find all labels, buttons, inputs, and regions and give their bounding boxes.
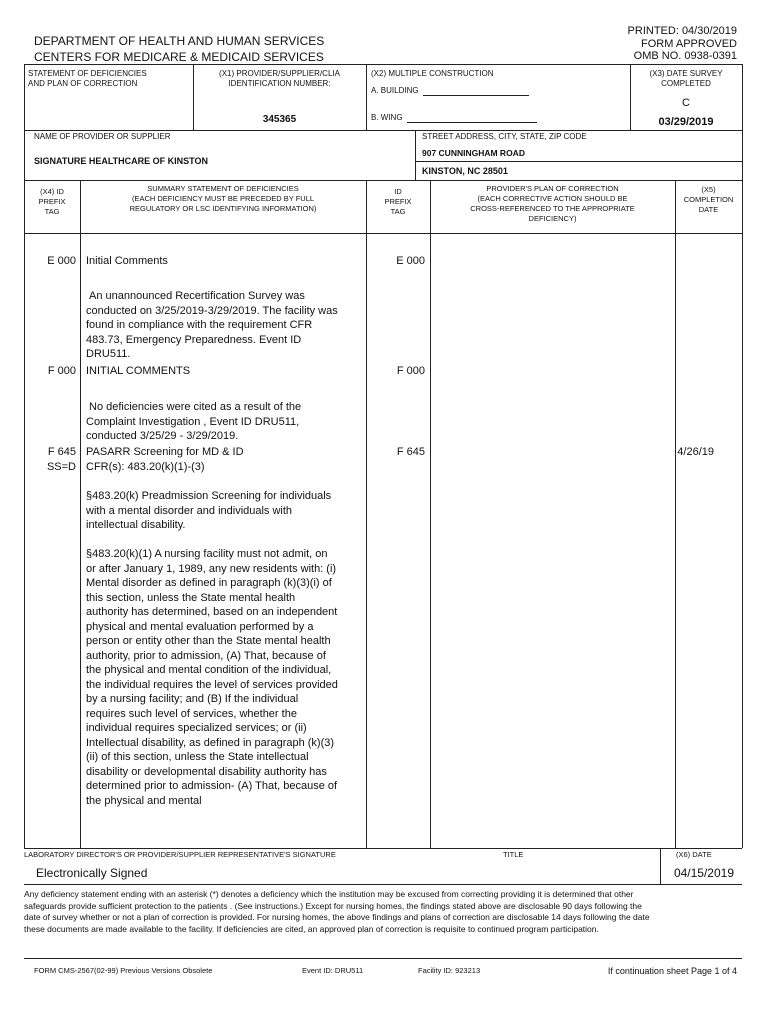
signature-value: Electronically Signed [36,866,148,880]
statement-label: STATEMENT OF DEFICIENCIES AND PLAN OF CORRECTION [28,69,147,88]
x1-label: (X1) PROVIDER/SUPPLIER/CLIA IDENTIFICATION NUMBER: [219,69,340,88]
rule [366,64,367,130]
e000-tag: E 000 [47,255,76,267]
rule [24,64,742,65]
f000-tag: F 000 [47,365,76,377]
provider-name-label: NAME OF PROVIDER OR SUPPLIER [34,132,171,141]
f000-right-tag: F 000 [396,365,425,377]
x5-header: (X5) COMPLETION DATE [683,185,734,214]
city-state-zip: KINSTON, NC 28501 [422,166,508,176]
x4-header: (X4) ID PREFIX TAG [38,187,66,216]
x3-label: (X3) DATE SURVEY COMPLETED [649,69,723,88]
rule [24,848,742,849]
rule [80,180,81,848]
survey-code: C [682,97,690,109]
rule [24,130,742,131]
wing-blank [407,122,537,123]
omb-number: OMB NO. 0938-0391 [633,50,737,62]
f645-tag: F 645 [47,446,76,458]
event-id: Event ID: DRU511 [302,966,364,975]
printed-date: PRINTED: 04/30/2019 [627,25,737,37]
f000-text: No deficiencies were cited as a result of the Complaint Investigation , Event ID DRU511, conducted 3/25/29 - 3/29/2019. [86,401,302,442]
agency-name: CENTERS FOR MEDICARE & MEDICAID SERVICES [34,50,324,64]
f645-cfr: CFR(s): 483.20(k)(1)-(3) [86,461,205,473]
plan-header: PROVIDER'S PLAN OF CORRECTION (EACH CORRECTIVE ACTION SHOULD BE CROSS-REFERENCED TO THE APPROPRIATE DEFICIENCY) [470,184,635,223]
f645-scope-severity: SS=D [46,461,76,473]
form-approved: FORM APPROVED [641,38,737,50]
rule [24,180,742,181]
signature-date: 04/15/2019 [673,866,734,880]
f645-completion-date: 4/26/19 [677,446,714,458]
wing-label: B. WING [371,113,403,122]
f000-title: INITIAL COMMENTS [86,365,191,377]
signature-date-label: (X6) DATE [676,850,712,859]
title-label: TITLE [503,850,524,859]
page-indicator: If continuation sheet Page 1 of 4 [607,966,737,976]
survey-date: 03/29/2019 [658,116,714,128]
f645-right-tag: F 645 [396,446,425,458]
address-label: STREET ADDRESS, CITY, STATE, ZIP CODE [422,132,587,141]
e000-text: An unannounced Recertification Survey was conducted on 3/25/2019-3/29/2019. The facility was found in compliance with the requirement CFR 483.73, Emergency Preparedness. Event ID DRU511. [86,290,338,360]
building-label: A. BUILDING [371,86,419,95]
id-header: ID PREFIX TAG [384,187,412,216]
building-blank [423,95,529,96]
provider-number: 345365 [262,114,297,125]
street-address: 907 CUNNINGHAM ROAD [422,148,525,158]
disclaimer: Any deficiency statement ending with an asterisk (*) denotes a deficiency which the institution may be excused from correcting providing it is determined that other safeguards provide sufficient protection to the patients . (See instructions.) Except for nursing homes, the findings stated above are disclosable 90 days following the date of survey whether or not a plan of correction is provided. For nursing homes, the above findings and plans of correction are disclosable 14 days following the date these documents are made available to the facility. If deficiencies are cited, an approved plan of correction is requisite to continued program participation. [24,889,650,934]
rule [742,64,743,848]
signature-label: LABORATORY DIRECTOR'S OR PROVIDER/SUPPLIER REPRESENTATIVE'S SIGNATURE [24,850,336,859]
e000-title: Initial Comments [86,255,168,267]
rule [366,180,367,848]
rule [675,180,676,848]
f645-paragraph-1: §483.20(k) Preadmission Screening for individuals with a mental disorder and individuals with intellectual disability. [86,490,332,531]
facility-id: Facility ID: 923213 [418,966,481,975]
summary-header: SUMMARY STATEMENT OF DEFICIENCIES (EACH DEFICIENCY MUST BE PRECEDED BY FULL REGULATORY OR LSC IDENTIFYING INFORMATION) [129,184,317,213]
f645-paragraph-2: §483.20(k)(1) A nursing facility must not admit, on or after January 1, 1989, any new residents with: (i) Mental disorder as defined in paragraph (k)(3)(i) of this section, unless the State mental health authority has determined, based on an independent physical and mental evaluation performed by a person or entity other than the State mental health authority, prior to admission, (A) That, because of the physical and mental condition of the individual, the individual requires the level of services provided by a nursing facility; and (B) If the individual requires such level of services, whether the individual requires specialized services; or (ii) Intellectual disability, as defined in paragraph (k)(3)(ii) of this section, unless the State intellectual disability or developmental disability authority has determined prior to admission- (A) That, because of the physical and mental [86,548,338,807]
f645-title: PASARR Screening for MD & ID [86,446,244,458]
rule [415,161,742,162]
rule [24,884,742,885]
rule [660,848,661,884]
provider-name: SIGNATURE HEALTHCARE OF KINSTON [34,156,209,166]
rule [24,64,25,848]
rule [24,233,742,234]
rule [24,958,742,959]
x2-label: (X2) MULTIPLE CONSTRUCTION [371,69,494,78]
department-name: DEPARTMENT OF HEALTH AND HUMAN SERVICES [34,34,325,48]
form-number: FORM CMS-2567(02-99) Previous Versions Obsolete [34,966,213,975]
e000-right-tag: E 000 [396,255,425,267]
rule [415,130,416,180]
rule [430,180,431,848]
